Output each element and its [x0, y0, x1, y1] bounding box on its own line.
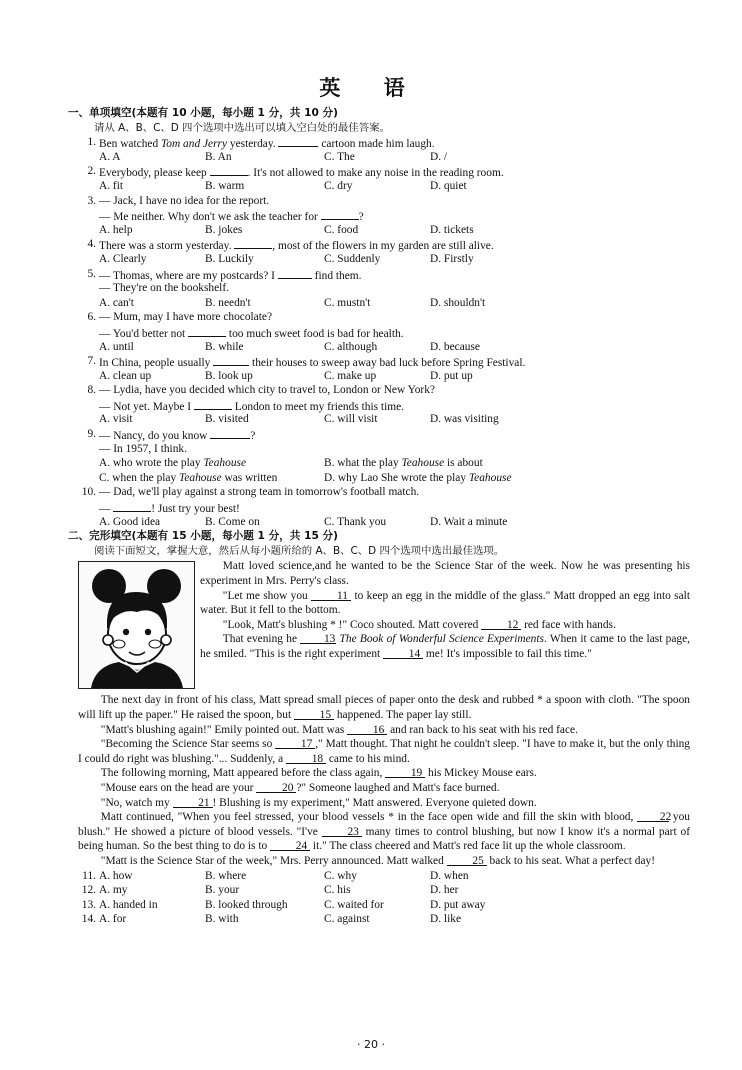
question-4	[78, 237, 690, 252]
text-part: to keep an egg in the middle of the glass." Matt dropped an egg into salt water. But it fell to the bottom.	[200, 589, 690, 617]
option-d[interactable]: D. tickets	[430, 223, 474, 236]
section2-instruction: 阅读下面短文，掌握大意，然后从每小题所给的 A、B、C、D 四个选项中选出最佳选项。	[94, 544, 505, 557]
dialogue-line: — Jack, I have no idea for the report.	[99, 194, 270, 207]
blank-12[interactable]: 12	[481, 618, 521, 630]
option-a[interactable]: A. Clearly	[99, 252, 147, 265]
options-3	[78, 223, 690, 238]
question-10	[78, 485, 690, 500]
option-d[interactable]: D. was visiting	[430, 413, 499, 426]
question-9-line2	[78, 442, 690, 457]
passage-paragraph	[78, 766, 690, 781]
cloze-side-text	[200, 559, 690, 661]
option-d[interactable]: D. Wait a minute	[430, 515, 508, 528]
question-8-line2	[78, 398, 690, 413]
section1-instruction: 请从 A、B、C、D 四个选项中选出可以填入空白处的最佳答案。	[94, 121, 390, 134]
text-part: — Thomas, where are my postcards? I	[99, 269, 278, 282]
option-b[interactable]: B. Come on	[205, 515, 260, 528]
option-c[interactable]: C. food	[324, 223, 359, 236]
question-number: 6.	[87, 311, 96, 324]
question-number: 4.	[87, 238, 96, 251]
question-number: 2.	[87, 165, 96, 178]
options-10	[78, 515, 690, 530]
text-part: "Matt's blushing again!" Emily pointed out. Matt was	[100, 723, 348, 736]
text-part: his Mickey Mouse ears.	[425, 767, 537, 780]
option-d[interactable]: D. like	[430, 913, 462, 926]
blank-11[interactable]: 11	[311, 589, 351, 601]
option-d[interactable]: D. put up	[430, 369, 473, 382]
blank-25[interactable]: 25	[447, 854, 487, 866]
book-title-italic: The Book of Wonderful Science Experiments	[339, 633, 544, 646]
question-number: 5.	[87, 267, 96, 280]
option-b[interactable]: B. your	[205, 884, 240, 897]
answer-blank[interactable]	[321, 208, 359, 220]
option-d[interactable]: D. when	[430, 869, 469, 882]
text-part: ?	[358, 211, 364, 224]
text-part: A. who wrote the play	[99, 457, 204, 470]
answer-blank[interactable]	[213, 354, 249, 366]
option-d[interactable]: D. because	[430, 340, 480, 353]
option-d[interactable]: D. put away	[430, 898, 486, 911]
question-number: 3.	[87, 194, 96, 207]
title-italic: Teahouse	[179, 471, 222, 484]
option-a[interactable]: A. my	[99, 884, 128, 897]
question-7	[78, 354, 690, 369]
option-a[interactable]: A. how	[99, 869, 133, 882]
text-part: cartoon made him laugh.	[318, 138, 435, 151]
question-number: 9.	[87, 428, 96, 441]
blank-24[interactable]: 24	[270, 839, 310, 851]
text-part: C. when the play	[99, 471, 180, 484]
cartoon-boy-drawing	[79, 562, 194, 688]
question-number: 13.	[81, 898, 96, 911]
text-part: ! Blushing is my experiment," Matt answered. Everyone quieted down.	[212, 796, 537, 809]
option-c[interactable]	[99, 471, 277, 486]
question-1	[78, 135, 690, 150]
cloze-intro	[78, 559, 690, 693]
option-c[interactable]: C. will visit	[324, 413, 378, 426]
option-c[interactable]: C. make up	[324, 369, 377, 382]
text-part: B. what the play	[324, 457, 402, 470]
blank-18[interactable]: 18	[286, 752, 326, 764]
text-part: Matt continued, "When you feel stressed, your blood vessels * in the face open wide and fill the skin with blood,	[100, 811, 638, 824]
option-d[interactable]: D. Firstly	[430, 252, 474, 265]
question-number: 11.	[82, 869, 96, 882]
text-part: Ben watched	[99, 138, 161, 151]
option-b[interactable]: B. warm	[205, 179, 245, 192]
title-italic: Tom and Jerry	[161, 138, 228, 151]
blank-13[interactable]: 13	[300, 632, 336, 644]
dialogue-line: — They're on the bookshelf.	[99, 282, 229, 295]
option-a[interactable]: A. can't	[99, 296, 134, 309]
answer-blank[interactable]	[234, 237, 272, 249]
passage-paragraph	[200, 618, 690, 633]
text-part: —	[99, 503, 114, 516]
text-part: happened. The paper lay still.	[333, 709, 472, 721]
text-part: me! It's impossible to fail this time."	[423, 647, 592, 660]
answer-blank[interactable]	[278, 135, 318, 147]
options-11	[78, 869, 690, 884]
question-8	[78, 383, 690, 398]
option-a[interactable]: A. A	[99, 150, 121, 163]
text-part: came to his mind.	[325, 752, 410, 765]
text-part: — Not yet. Maybe I	[99, 400, 194, 413]
option-b[interactable]: B. Luckily	[205, 252, 254, 265]
question-9	[78, 427, 690, 442]
text-part: D. why Lao She wrote the play	[324, 471, 469, 484]
title-italic: Teahouse	[203, 457, 247, 470]
option-b[interactable]: B. while	[205, 340, 244, 353]
section1-heading: 一、单项填空(本题有 10 小题，每小题 1 分，共 10 分)	[68, 107, 338, 119]
text-part: , most of the flowers in my garden are still alive.	[272, 240, 494, 253]
blank-17[interactable]: 17	[275, 737, 315, 749]
dialogue-line: — In 1957, I think.	[99, 442, 187, 455]
option-a[interactable]: A. fit	[99, 179, 124, 192]
text-part: The next day in front of his class, Matt spread small pieces of paper onto the desk and rubbed * a spoon with cloth. "The spoon will lift up the paper." He raised the spoon, but	[78, 694, 690, 721]
question-6-line2	[78, 325, 690, 340]
text-part: their houses to sweep away bad luck before Spring Festival.	[249, 357, 526, 370]
option-a[interactable]: A. Good idea	[99, 515, 161, 528]
option-a[interactable]: A. until	[99, 340, 134, 353]
answer-blank[interactable]	[194, 398, 232, 410]
title-italic: Teahouse	[468, 471, 512, 484]
blank-21[interactable]: 21	[173, 796, 213, 808]
question-number: 10.	[81, 486, 96, 499]
question-number: 14.	[81, 913, 96, 926]
option-a[interactable]: A. clean up	[99, 369, 152, 382]
blank-23[interactable]: 23	[322, 825, 362, 837]
text-part: too much sweet food is bad for health.	[226, 327, 404, 340]
text-part: In China, people usually	[99, 357, 214, 370]
blank-16[interactable]: 16	[347, 723, 387, 735]
dialogue-line: — Mum, may I have more chocolate?	[99, 311, 273, 324]
question-10-line2	[78, 500, 690, 515]
blank-22[interactable]: 22	[637, 810, 669, 822]
option-b[interactable]: B. looked through	[205, 898, 288, 911]
option-a[interactable]: A. visit	[99, 413, 133, 426]
options-5	[78, 296, 690, 311]
option-d[interactable]	[324, 471, 512, 486]
answer-blank[interactable]	[188, 325, 226, 337]
text-part: you blush." He showed a picture of blood vessels. "I've	[78, 811, 691, 838]
option-b[interactable]: B. look up	[205, 369, 253, 382]
option-c[interactable]: C. Thank you	[324, 515, 387, 528]
text-part: ?	[250, 430, 256, 443]
text-part: back to his seat. What a perfect day!	[486, 854, 656, 867]
option-c[interactable]: C. his	[324, 884, 351, 897]
option-c[interactable]: C. mustn't	[324, 296, 371, 309]
text-part: ! Just try your best!	[151, 503, 240, 516]
option-a[interactable]: A. handed in	[99, 898, 158, 911]
option-c[interactable]: C. waited for	[324, 898, 384, 911]
text-part: was written	[221, 471, 278, 484]
options-14	[78, 912, 690, 927]
options-7	[78, 369, 690, 384]
option-c[interactable]: C. The	[324, 150, 355, 163]
answer-blank[interactable]	[210, 164, 248, 176]
answer-blank[interactable]	[210, 427, 250, 439]
question-5	[78, 267, 690, 282]
passage-paragraph	[78, 796, 690, 811]
option-d[interactable]: D. quiet	[430, 179, 467, 192]
cartoon-boy-image	[78, 561, 195, 689]
option-c[interactable]: C. Suddenly	[324, 252, 381, 265]
text-part: "Look, Matt's blushing * !" Coco shouted. Matt covered	[222, 618, 482, 631]
answer-blank[interactable]	[278, 267, 312, 279]
option-a[interactable]	[99, 456, 246, 471]
option-b[interactable]: B. An	[205, 150, 232, 163]
option-a[interactable]: A. help	[99, 223, 133, 236]
passage-paragraph	[78, 810, 690, 854]
option-d[interactable]: D. her	[430, 884, 459, 897]
options-8	[78, 412, 690, 427]
blank-14[interactable]: 14	[383, 647, 423, 659]
option-d[interactable]: D. /	[430, 150, 448, 163]
text-part: "Becoming the Science Star seems so	[100, 738, 276, 751]
page-title: 英 语	[319, 76, 423, 100]
exam-content	[68, 106, 691, 927]
question-number: 7.	[87, 355, 96, 368]
section2-heading: 二、完形填空(本题有 15 小题，每小题 1 分，共 15 分)	[68, 530, 338, 543]
question-5-line2	[78, 281, 690, 296]
options-2	[78, 179, 690, 194]
text-part: — You'd better not	[99, 327, 189, 340]
text-part: and ran back to his seat with his red face.	[387, 723, 578, 736]
question-6	[78, 310, 690, 325]
text-part: red face with hands.	[521, 618, 616, 631]
option-b[interactable]: B. visited	[205, 413, 249, 426]
answer-blank[interactable]	[113, 500, 151, 512]
passage-paragraph	[78, 737, 690, 766]
text-part: many times to control blushing, but now I know it's a normal part of being human. So the best thing to do is to	[78, 825, 691, 853]
options-9-row2	[78, 471, 690, 486]
text-part: "Mouse ears on the head are your	[100, 781, 257, 794]
options-12	[78, 883, 690, 898]
passage-paragraph	[200, 632, 690, 661]
options-4	[78, 252, 690, 267]
text-part: There was a storm yesterday.	[99, 240, 235, 253]
question-3	[78, 194, 690, 209]
text-part: "Let me show you	[222, 589, 312, 602]
question-3-line2	[78, 208, 690, 223]
option-c[interactable]: C. against	[324, 913, 370, 926]
option-d[interactable]: D. shouldn't	[430, 296, 486, 309]
text-part: is about	[444, 457, 483, 470]
text-part: — Nancy, do you know	[99, 430, 211, 443]
text-part: The following morning, Matt appeared before the class again,	[100, 767, 386, 780]
question-number: 1.	[87, 136, 96, 149]
blank-19[interactable]: 19	[385, 766, 425, 778]
options-6	[78, 340, 690, 355]
page-number: · 20 ·	[357, 1038, 385, 1051]
options-9-row1	[78, 456, 690, 471]
question-number: 12.	[81, 884, 96, 897]
option-b[interactable]: B. with	[205, 913, 239, 926]
blank-15[interactable]: 15	[294, 708, 334, 720]
text-part: . When it came to the last page, he smiled. "This is the right experiment	[200, 633, 690, 660]
text-part: yesterday.	[227, 138, 279, 151]
text-part: it." The class cheered and Matt's red face lit up the whole classroom.	[310, 840, 626, 853]
passage-paragraph	[78, 781, 690, 796]
blank-20[interactable]: 20	[256, 781, 296, 793]
option-b[interactable]: B. jokes	[205, 223, 243, 236]
text-part: Everybody, please keep	[99, 167, 210, 180]
options-13	[78, 898, 690, 913]
option-a[interactable]: A. for	[99, 913, 127, 926]
text-part: — Me neither. Why don't we ask the teacher for	[99, 211, 321, 224]
passage-paragraph	[78, 854, 690, 869]
text-part: ?" Someone laughed and Matt's face burned.	[296, 781, 500, 794]
dialogue-line: — Dad, we'll play against a strong team in tomorrow's football match.	[99, 486, 420, 499]
passage-paragraph	[78, 693, 690, 722]
passage-paragraph	[78, 723, 690, 738]
passage-paragraph	[200, 589, 690, 618]
question-number: 8.	[87, 384, 96, 397]
option-c[interactable]: C. although	[324, 340, 378, 353]
option-b[interactable]: B. needn't	[205, 296, 251, 309]
text-part: find them.	[311, 269, 362, 282]
option-b[interactable]	[324, 456, 483, 471]
text-part: That evening he	[222, 633, 301, 646]
title-italic: Teahouse	[401, 457, 445, 470]
text-part: "No, watch my	[100, 796, 173, 809]
text-part: ," Matt thought. That night he couldn't sleep. "I have to make it, but the only thing I could do right was blushing."... Suddenly, a	[78, 738, 690, 765]
option-c[interactable]: C. dry	[324, 179, 353, 192]
text-part: . It's not allowed to make any noise in the reading room.	[247, 167, 504, 180]
text-part: London to meet my friends this time.	[231, 400, 405, 413]
question-2	[78, 164, 690, 179]
options-1	[78, 150, 690, 165]
option-c[interactable]: C. why	[324, 869, 357, 882]
passage-paragraph: Matt loved science,and he wanted to be the Science Star of the week. Now he was presenting his experiment in Mrs. Perry's class.	[200, 560, 690, 587]
text-part: "Matt is the Science Star of the week," Mrs. Perry announced. Matt walked	[100, 854, 447, 867]
option-b[interactable]: B. where	[205, 869, 247, 882]
dialogue-line: — Lydia, have you decided which city to travel to, London or New York?	[99, 384, 435, 397]
